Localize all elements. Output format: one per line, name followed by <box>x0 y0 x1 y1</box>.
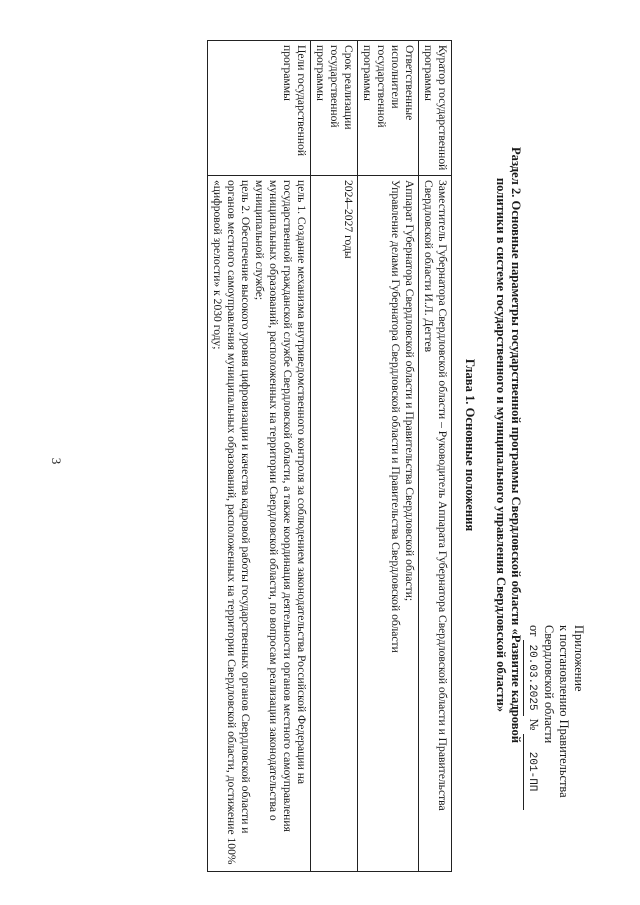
table-row <box>358 41 419 872</box>
row-value: Заместитель Губернатора Свердловской области – Руководитель Аппарата Губернатора Свердловской области и Правительства Свердловской области И.Л. Дегтев <box>419 176 452 872</box>
chapter-title: Глава 1. Основные положения <box>463 358 477 532</box>
section-title: Раздел 2. Основные параметры государственной программы Свердловской области «Развитие кадровой политики в системе государственного и муниципального управления Свердловской области» <box>494 146 523 744</box>
row-label: Срок реализации государственной программы <box>311 41 358 176</box>
row-value <box>358 176 419 872</box>
appendix-number-label: № <box>527 718 541 731</box>
rotated-page-content <box>40 25 600 885</box>
row-value-line: Аппарат Губернатора Свердловской области и Правительства Свердловской области; <box>403 180 416 602</box>
table-row <box>419 41 452 872</box>
row-value-line: Управление делами Губернатора Свердловской области и Правительства Свердловской области <box>389 180 402 653</box>
row-value <box>208 176 311 872</box>
parameters-table <box>207 40 452 872</box>
appendix-date: 20.03.2025 <box>523 640 539 716</box>
appendix-line-1: Приложение <box>572 625 586 692</box>
appendix-line-2: к постановлению Правительства <box>557 625 571 798</box>
row-value-line: цель 1. Создание механизма внутриведомственного контроля за соблюдением законодательства Российской Федерации на государственной гражданской службе Свердловской области, а также координация деятельности органов местного самоуправления муниципальных образований, расположенных на территории Свердловской области, по вопросам реализации законодательства о муниципальной службе; <box>253 180 308 832</box>
row-value: 2024–2027 годы <box>311 176 358 872</box>
appendix-from-label: от <box>527 625 541 637</box>
row-label: Ответственные исполнители государственной программы <box>358 41 419 176</box>
appendix-date-line <box>523 625 541 885</box>
page-number: 3 <box>49 457 64 465</box>
appendix-line-3: Свердловской области <box>542 625 556 744</box>
row-label: Цели государственной программы <box>208 41 311 176</box>
appendix-header <box>523 625 586 885</box>
table-row <box>311 41 358 872</box>
row-value-line: цель 2. Обеспечение высокого уровня цифровизации и качества кадровой работы государственных органов Свердловской области и органов местного самоуправления муниципальных образований, расположенных на территории Свердловской области, достижение 100% «цифровой зрелости» к 2030 году; <box>211 180 252 865</box>
appendix-number: 201-ПП <box>523 734 539 810</box>
row-label: Куратор государственной программы <box>419 41 452 176</box>
table-row <box>208 41 311 872</box>
